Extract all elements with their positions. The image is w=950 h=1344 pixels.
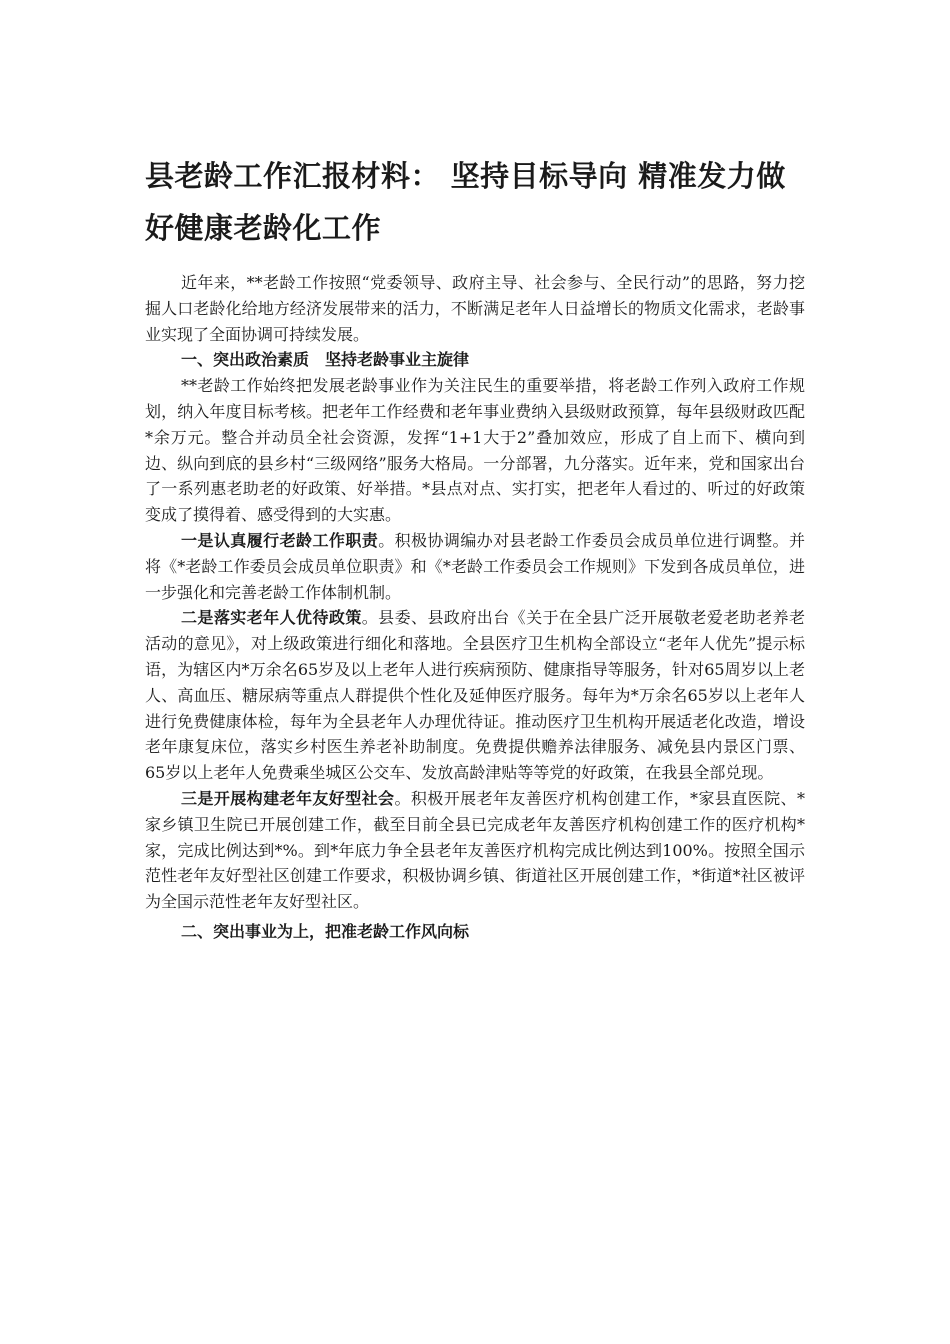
section-1-body: **老龄工作始终把发展老龄事业作为关注民生的重要举措，将老龄工作列入政府工作规划，纳入年度目标考核。把老年工作经费和老年事业费纳入县级财政预算，每年县级财政匹配*余万元。整合并动员全社会资源，发挥“1+1大于2”叠加效应，形成了自上而下、横向到边、纵向到底的县乡村“三级网络”服务大格局。一分部署，九分落实。近年来，党和国家出台了一系列惠老助老的好政策、好举措。*县点对点、实打实，把老年人看过的、听过的好政策变成了摸得着、感受得到的大实惠。 — [145, 376, 805, 525]
intro-paragraph: 近年来，**老龄工作按照“党委领导、政府主导、社会参与、全民行动”的思路，努力挖掘人口老龄化给地方经济发展带来的活力，不断满足老年人日益增长的物质文化需求，老龄事业实现了全面协调可持续发展。 — [145, 273, 805, 344]
point-1-lead: 一是认真履行老龄工作职责 — [181, 530, 379, 550]
point-3-lead: 三是开展构建老年友好型社会 — [181, 788, 395, 808]
section-1-heading: 一、突出政治素质 坚持老龄事业主旋律 — [181, 350, 470, 370]
point-3-body: 。积极开展老年友善医疗机构创建工作，*家县直医院、*家乡镇卫生院已开展创建工作，截至目前全县已完成老年友善医疗机构创建工作的医疗机构*家，完成比例达到*%。到*年底力争全县老年友善医疗机构完成比例达到100%。按照全国示范性老年友好型社区创建工作要求，积极协调乡镇、街道社区开展创建工作，*街道*社区被评为全国示范性老年友好型社区。 — [145, 788, 805, 912]
section-2-heading: 二、突出事业为上，把准老龄工作风向标 — [181, 921, 470, 941]
point-2-body: 。县委、县政府出台《关于在全县广泛开展敬老爱老助老养老活动的意见》，对上级政策进行细化和落地。全县医疗卫生机构全部设立“老年人优先”提示标语，为辖区内*万余名65岁及以上老年人进行疾病预防、健康指导等服务，针对65周岁以上老人、高血压、糖尿病等重点人群提供个性化及延伸医疗服务。每年为*万余名65岁以上老年人进行免费健康体检，每年为全县老年人办理优待证。推动医疗卫生机构开展适老化改造，增设老年康复床位，落实乡村医生养老补助制度。免费提供赡养法律服务、减免县内景区门票、65岁以上老年人免费乘坐城区公交车、发放高龄津贴等等党的好政策，在我县全部兑现。 — [145, 608, 805, 783]
point-1-paragraph — [145, 528, 805, 605]
document-page — [145, 150, 805, 945]
point-2-paragraph — [145, 605, 805, 786]
document-title: 县老龄工作汇报材料： 坚持目标导向 精准发力做好健康老龄化工作 — [145, 159, 786, 245]
point-2-lead: 二是落实老年人优待政策 — [181, 608, 362, 628]
point-3-paragraph — [145, 786, 805, 915]
point-1-body: 。积极协调编办对县老龄工作委员会成员单位进行调整。并将《*老龄工作委员会成员单位职责》和《*老龄工作委员会工作规则》下发到各成员单位，进一步强化和完善老龄工作体制机制。 — [145, 530, 805, 602]
